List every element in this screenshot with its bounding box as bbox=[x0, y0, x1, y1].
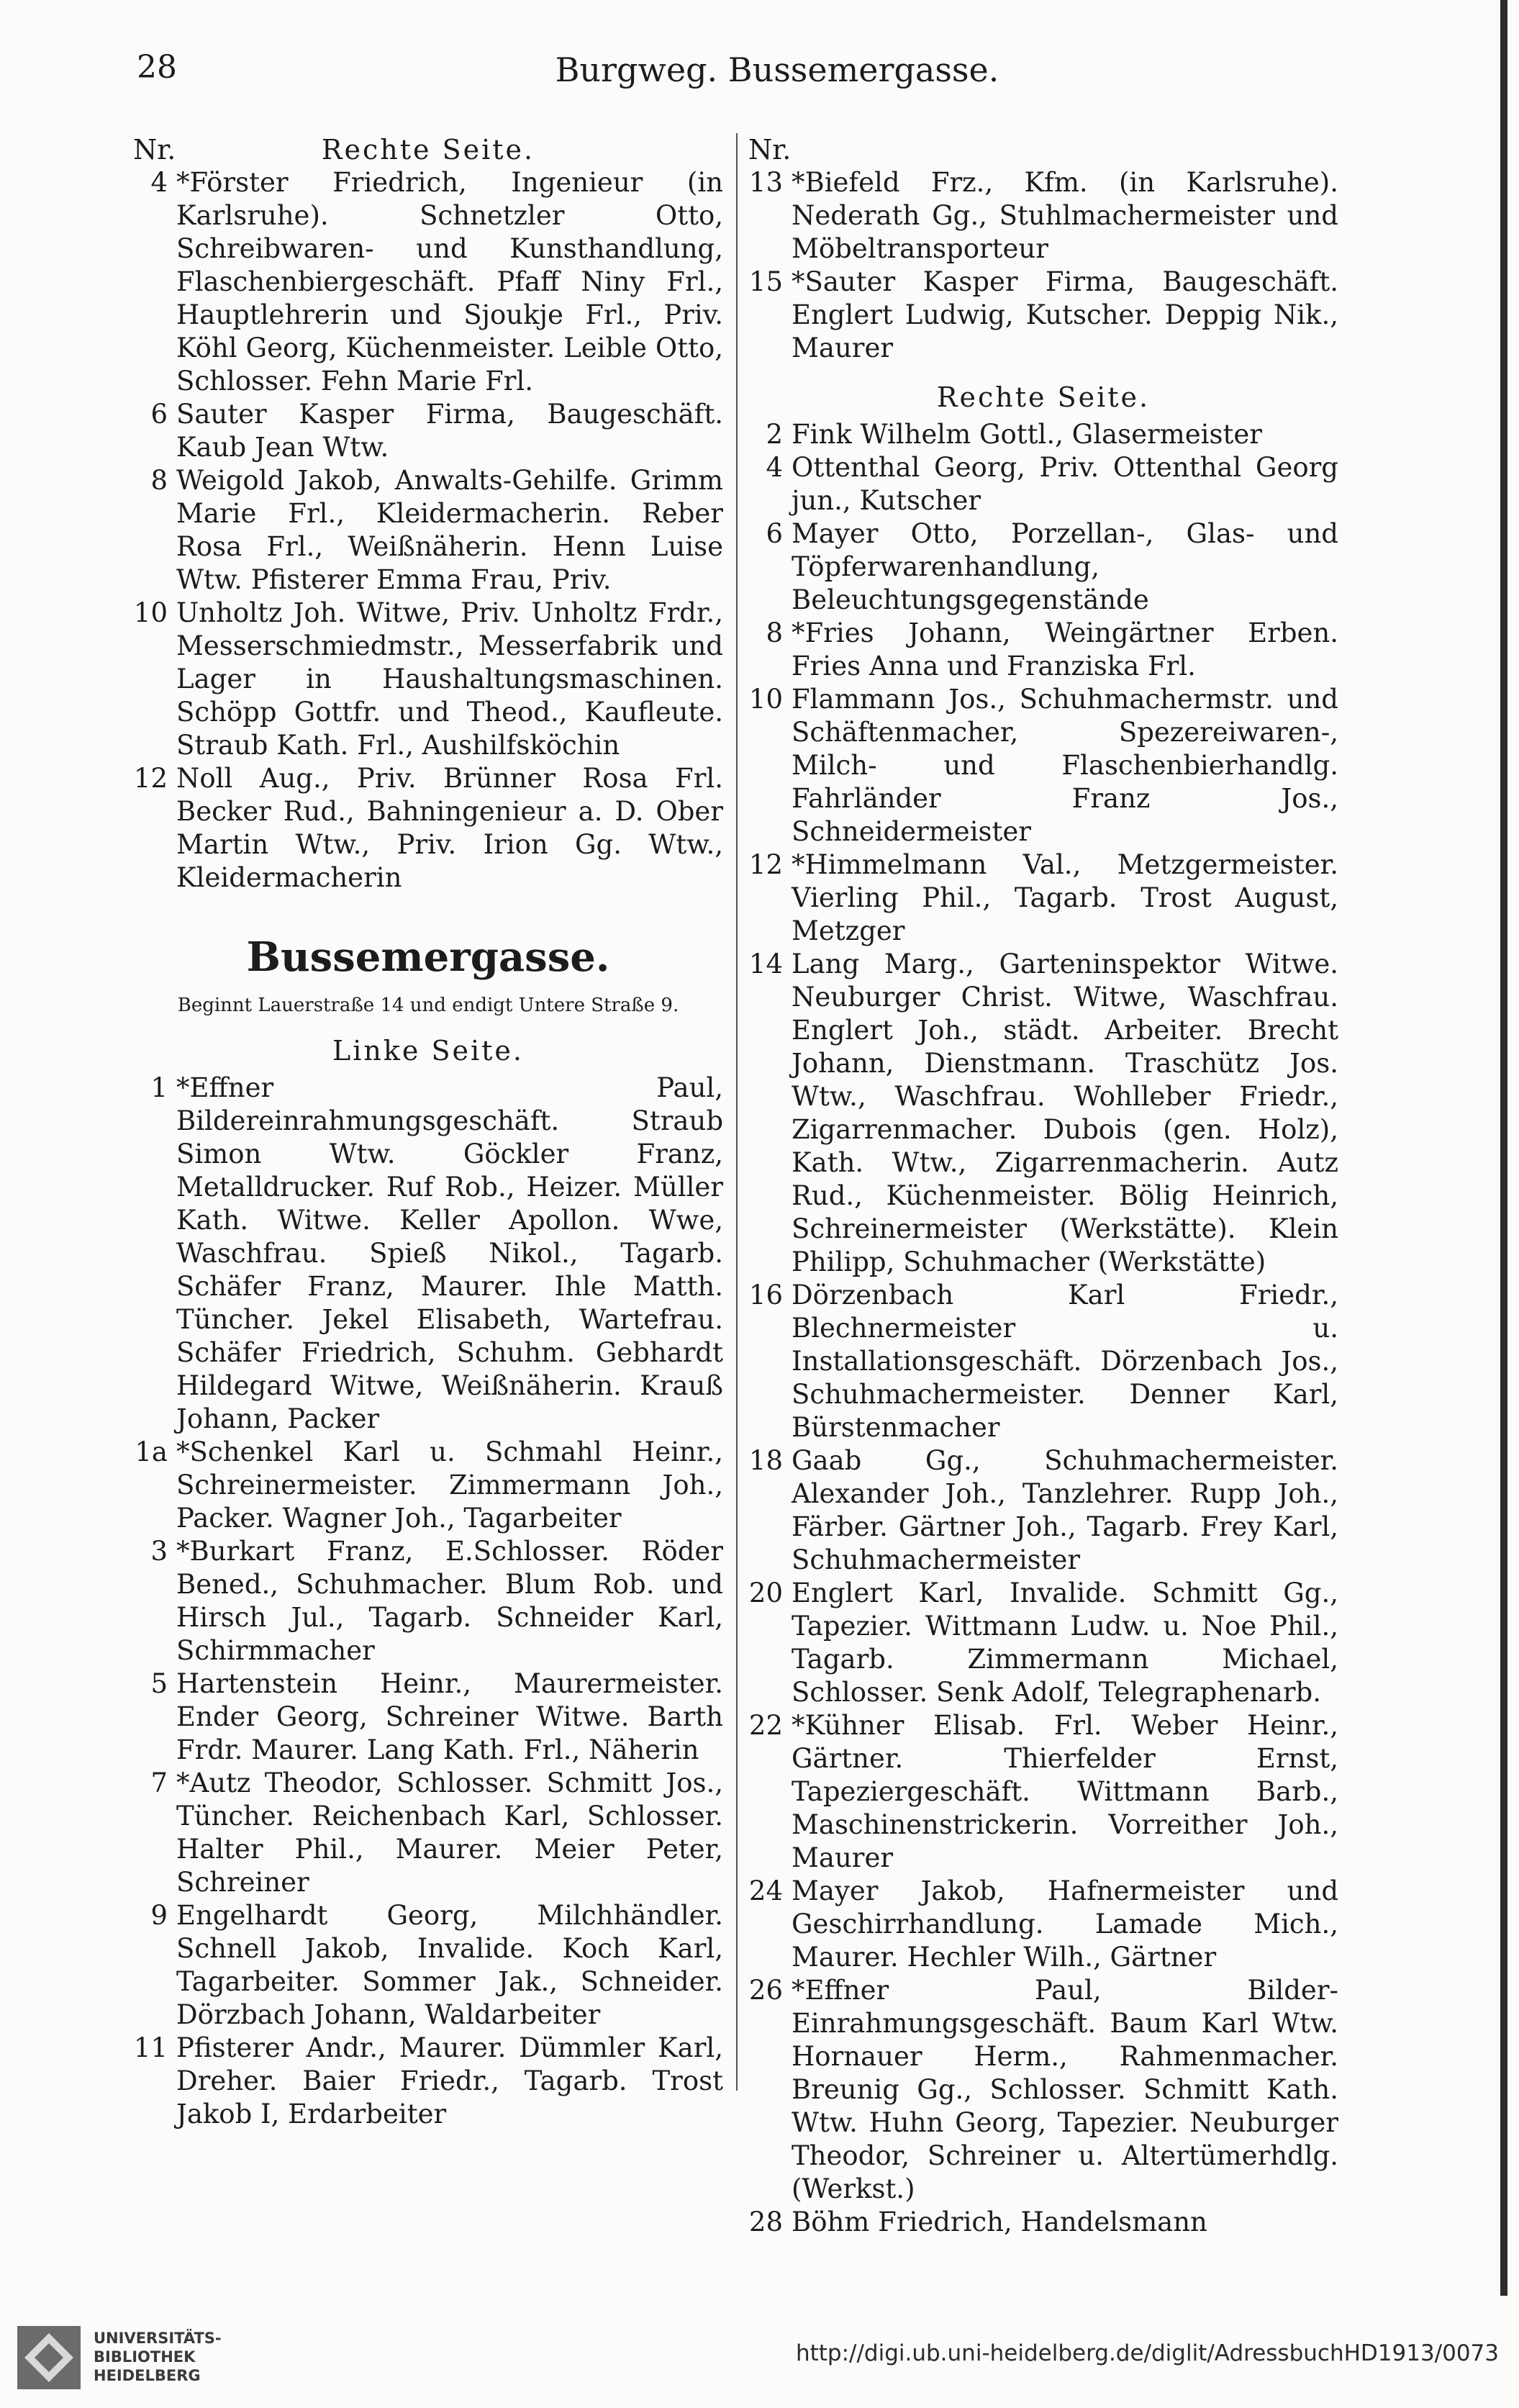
resident-list: *Biefeld Frz., Kfm. (in Karlsruhe). Nederath Gg., Stuhlmachermeister und Möbeltransporteur bbox=[792, 167, 1338, 264]
resident-list: Noll Aug., Priv. Brünner Rosa Frl. Becker Rud., Bahningenieur a. D. Ober Martin Wtw., Priv. Irion Gg. Wtw., Kleidermacherin bbox=[176, 763, 723, 893]
address-entry bbox=[133, 166, 723, 398]
house-number: 1 bbox=[150, 1072, 168, 1103]
library-logo-icon bbox=[16, 2325, 82, 2391]
library-name-line1: UNIVERSITÄTS- bbox=[94, 2330, 222, 2347]
left-column bbox=[133, 133, 723, 2131]
resident-list: *Kühner Elisab. Frl. Weber Heinr., Gärtner. Thierfelder Ernst, Tapeziergeschäft. Wittmann Barb., Maschinenstrickerin. Vorreither Joh., Maurer bbox=[792, 1710, 1338, 1873]
page-header: Burgweg. Bussemergasse. bbox=[555, 50, 999, 89]
address-entry bbox=[133, 1535, 723, 1667]
resident-list: Pfisterer Andr., Maurer. Dümmler Karl, Dreher. Baier Friedr., Tagarb. Trost Jakob I, Erdarbeiter bbox=[176, 2032, 723, 2129]
resident-list: Mayer Otto, Porzellan-, Glas- und Töpferwarenhandlung, Beleuchtungsgegenstände bbox=[792, 518, 1338, 615]
library-name bbox=[94, 2329, 222, 2385]
address-entry bbox=[748, 266, 1338, 365]
resident-list: *Fries Johann, Weingärtner Erben. Fries Anna und Franziska Frl. bbox=[792, 617, 1338, 682]
resident-list: *Burkart Franz, E.Schlosser. Röder Bened., Schuhmacher. Blum Rob. und Hirsch Jul., Tagarb. Schneider Karl, Schirmmacher bbox=[176, 1536, 723, 1666]
resident-list: *Effner Paul, Bilder-Einrahmungsgeschäft. Baum Karl Wtw. Hornauer Herm., Rahmenmacher. Breunig Gg., Schlosser. Schmitt Kath. Wtw. Huhn Georg, Tapezier. Neuburger Theodor, Schreiner u. Altertümerhdlg. (Werkst.) bbox=[792, 1975, 1338, 2204]
address-entry bbox=[748, 418, 1338, 451]
address-entry bbox=[748, 166, 1338, 266]
resident-list: Sauter Kasper Firma, Baugeschäft. Kaub Jean Wtw. bbox=[176, 399, 723, 463]
left-nr-label: Nr. bbox=[133, 134, 176, 166]
house-number: 28 bbox=[748, 2206, 783, 2237]
address-entry bbox=[748, 2206, 1338, 2239]
house-number: 5 bbox=[150, 1668, 168, 1699]
right-nr-label: Nr. bbox=[748, 134, 792, 166]
house-number: 9 bbox=[150, 1900, 168, 1931]
house-number: 24 bbox=[748, 1875, 783, 1906]
scan-edge bbox=[1500, 0, 1507, 2296]
resident-list: *Autz Theodor, Schlosser. Schmitt Jos., Tüncher. Reichenbach Karl, Schlosser. Halter Phil., Maurer. Meier Peter, Schreiner bbox=[176, 1767, 723, 1898]
address-entry bbox=[748, 617, 1338, 683]
left-entries bbox=[133, 166, 723, 895]
resident-list: *Förster Friedrich, Ingenieur (in Karlsruhe). Schnetzler Otto, Schreibwaren- und Kunsthandlung, Flaschenbiergeschäft. Pfaff Niny Frl., Hauptlehrerin und Sjoukje Frl., Priv. Köhl Georg, Küchenmeister. Leible Otto, Schlosser. Fehn Marie Frl. bbox=[176, 167, 723, 397]
house-number: 10 bbox=[748, 684, 783, 715]
house-number: 2 bbox=[766, 419, 783, 450]
resident-list: Mayer Jakob, Hafnermeister und Geschirrhandlung. Lamade Mich., Maurer. Hechler Wilh., Gärtner bbox=[792, 1875, 1338, 1973]
left-side-label: Rechte Seite. bbox=[321, 134, 535, 166]
library-name-line3: HEIDELBERG bbox=[94, 2367, 201, 2384]
house-number: 4 bbox=[150, 167, 168, 198]
house-number: 15 bbox=[748, 266, 783, 297]
left-side-label-2: Linke Seite. bbox=[332, 1035, 524, 1067]
right-side-label: Rechte Seite. bbox=[936, 381, 1151, 413]
resident-list: Böhm Friedrich, Handelsmann bbox=[792, 2206, 1207, 2237]
street-subtitle: Beginnt Lauerstraße 14 und endigt Untere Straße 9. bbox=[177, 995, 679, 1016]
resident-list: *Himmelmann Val., Metzgermeister. Vierling Phil., Tagarb. Trost August, Metzger bbox=[792, 849, 1338, 946]
house-number: 20 bbox=[748, 1578, 783, 1608]
address-entry bbox=[133, 464, 723, 597]
right-column bbox=[748, 133, 1338, 2239]
resident-list: Engelhardt Georg, Milchhändler. Schnell Jakob, Invalide. Koch Karl, Tagarbeiter. Sommer Jak., Schneider. Dörzbach Johann, Waldarbeiter bbox=[176, 1900, 723, 2030]
right-entries bbox=[748, 166, 1338, 365]
library-name-line2: BIBLIOTHEK bbox=[94, 2348, 196, 2366]
house-number: 12 bbox=[748, 849, 783, 880]
resident-list: Gaab Gg., Schuhmachermeister. Alexander Joh., Tanzlehrer. Rupp Joh., Färber. Gärtner Joh., Tagarb. Frey Karl, Schuhmachermeister bbox=[792, 1445, 1338, 1575]
source-url[interactable]: http://digi.ub.uni-heidelberg.de/diglit/AdressbuchHD1913/0073 bbox=[795, 2340, 1499, 2366]
street-title: Bussemergasse. bbox=[246, 933, 610, 981]
address-entry bbox=[748, 948, 1338, 1279]
address-entry bbox=[748, 1709, 1338, 1875]
resident-list: Weigold Jakob, Anwalts-Gehilfe. Grimm Marie Frl., Kleidermacherin. Reber Rosa Frl., Weißnäherin. Henn Luise Wtw. Pfisterer Emma Frau, Priv. bbox=[176, 465, 723, 595]
left-entries-2 bbox=[133, 1072, 723, 2131]
resident-list: Dörzenbach Karl Friedr., Blechnermeister u. Installationsgeschäft. Dörzenbach Jos., Schuhmachermeister. Denner Karl, Bürstenmacher bbox=[792, 1280, 1338, 1443]
house-number: 11 bbox=[133, 2032, 168, 2063]
house-number: 4 bbox=[766, 452, 783, 483]
house-number: 8 bbox=[766, 617, 783, 648]
resident-list: Ottenthal Georg, Priv. Ottenthal Georg jun., Kutscher bbox=[792, 452, 1338, 516]
address-entry bbox=[133, 1767, 723, 1899]
house-number: 8 bbox=[150, 465, 168, 496]
resident-list: Englert Karl, Invalide. Schmitt Gg., Tapezier. Wittmann Ludw. u. Noe Phil., Tagarb. Zimmermann Michael, Schlosser. Senk Adolf, Telegraphenarb. bbox=[792, 1578, 1338, 1708]
address-entry bbox=[748, 451, 1338, 517]
house-number: 18 bbox=[748, 1445, 783, 1476]
house-number: 6 bbox=[766, 518, 783, 549]
address-entry bbox=[748, 848, 1338, 948]
address-entry bbox=[748, 517, 1338, 617]
address-entry bbox=[133, 597, 723, 762]
house-number: 16 bbox=[748, 1280, 783, 1311]
address-entry bbox=[133, 762, 723, 895]
page-number: 28 bbox=[137, 49, 177, 86]
address-entry bbox=[748, 1875, 1338, 1974]
house-number: 12 bbox=[133, 763, 168, 794]
house-number: 13 bbox=[748, 167, 783, 198]
address-entry bbox=[133, 2032, 723, 2131]
house-number: 7 bbox=[150, 1767, 168, 1798]
address-entry bbox=[748, 1974, 1338, 2206]
house-number: 10 bbox=[133, 597, 168, 628]
address-entry bbox=[133, 1667, 723, 1767]
resident-list: Hartenstein Heinr., Maurermeister. Ender Georg, Schreiner Witwe. Barth Frdr. Maurer. Lang Kath. Frl., Näherin bbox=[176, 1668, 723, 1765]
address-entry bbox=[748, 1577, 1338, 1709]
address-entry bbox=[748, 1444, 1338, 1577]
column-divider bbox=[736, 133, 738, 2091]
resident-list: *Effner Paul, Bildereinrahmungsgeschäft. Straub Simon Wtw. Göckler Franz, Metalldrucker. Ruf Rob., Heizer. Müller Kath. Witwe. Keller Apollon. Wwe, Waschfrau. Spieß Nikol., Tagarb. Schäfer Franz, Maurer. Ihle Matth. Tüncher. Jekel Elisabeth, Wartefrau. Schäfer Friedrich, Schuhm. Gebhardt Hildegard Witwe, Weißnäherin. Krauß Johann, Packer bbox=[176, 1072, 723, 1434]
address-entry bbox=[133, 398, 723, 464]
resident-list: Unholtz Joh. Witwe, Priv. Unholtz Frdr., Messerschmiedmstr., Messerfabrik und Lager in Haushaltungsmaschinen. Schöpp Gottfr. und Theod., Kaufleute. Straub Kath. Frl., Aushilfsköchin bbox=[176, 597, 723, 761]
address-entry bbox=[133, 1899, 723, 2032]
house-number: 26 bbox=[748, 1975, 783, 2006]
house-number: 1a bbox=[135, 1436, 168, 1467]
address-entry bbox=[748, 683, 1338, 848]
house-number: 3 bbox=[150, 1536, 168, 1567]
resident-list: Flammann Jos., Schuhmachermstr. und Schäftenmacher, Spezereiwaren-, Milch- und Flaschenbierhandlg. Fahrländer Franz Jos., Schneidermeister bbox=[792, 684, 1338, 847]
resident-list: Fink Wilhelm Gottl., Glasermeister bbox=[792, 419, 1262, 450]
resident-list: *Schenkel Karl u. Schmahl Heinr., Schreinermeister. Zimmermann Joh., Packer. Wagner Joh., Tagarbeiter bbox=[176, 1436, 723, 1534]
house-number: 6 bbox=[150, 399, 168, 430]
right-entries-2 bbox=[748, 418, 1338, 2239]
house-number: 22 bbox=[748, 1710, 783, 1741]
address-entry bbox=[748, 1279, 1338, 1444]
resident-list: *Sauter Kasper Firma, Baugeschäft. Englert Ludwig, Kutscher. Deppig Nik., Maurer bbox=[792, 266, 1338, 363]
address-entry bbox=[133, 1436, 723, 1535]
address-entry bbox=[133, 1072, 723, 1436]
resident-list: Lang Marg., Garteninspektor Witwe. Neuburger Christ. Witwe, Waschfrau. Englert Joh., städt. Arbeiter. Brecht Johann, Dienstmann. Traschütz Jos. Wtw., Waschfrau. Wohlleber Friedr., Zigarrenmacher. Dubois (gen. Holz), Kath. Wtw., Zigarrenmacherin. Autz Rud., Küchenmeister. Bölig Heinrich, Schreinermeister (Werkstätte). Klein Philipp, Schuhmacher (Werkstätte) bbox=[792, 949, 1338, 1277]
house-number: 14 bbox=[748, 949, 783, 979]
